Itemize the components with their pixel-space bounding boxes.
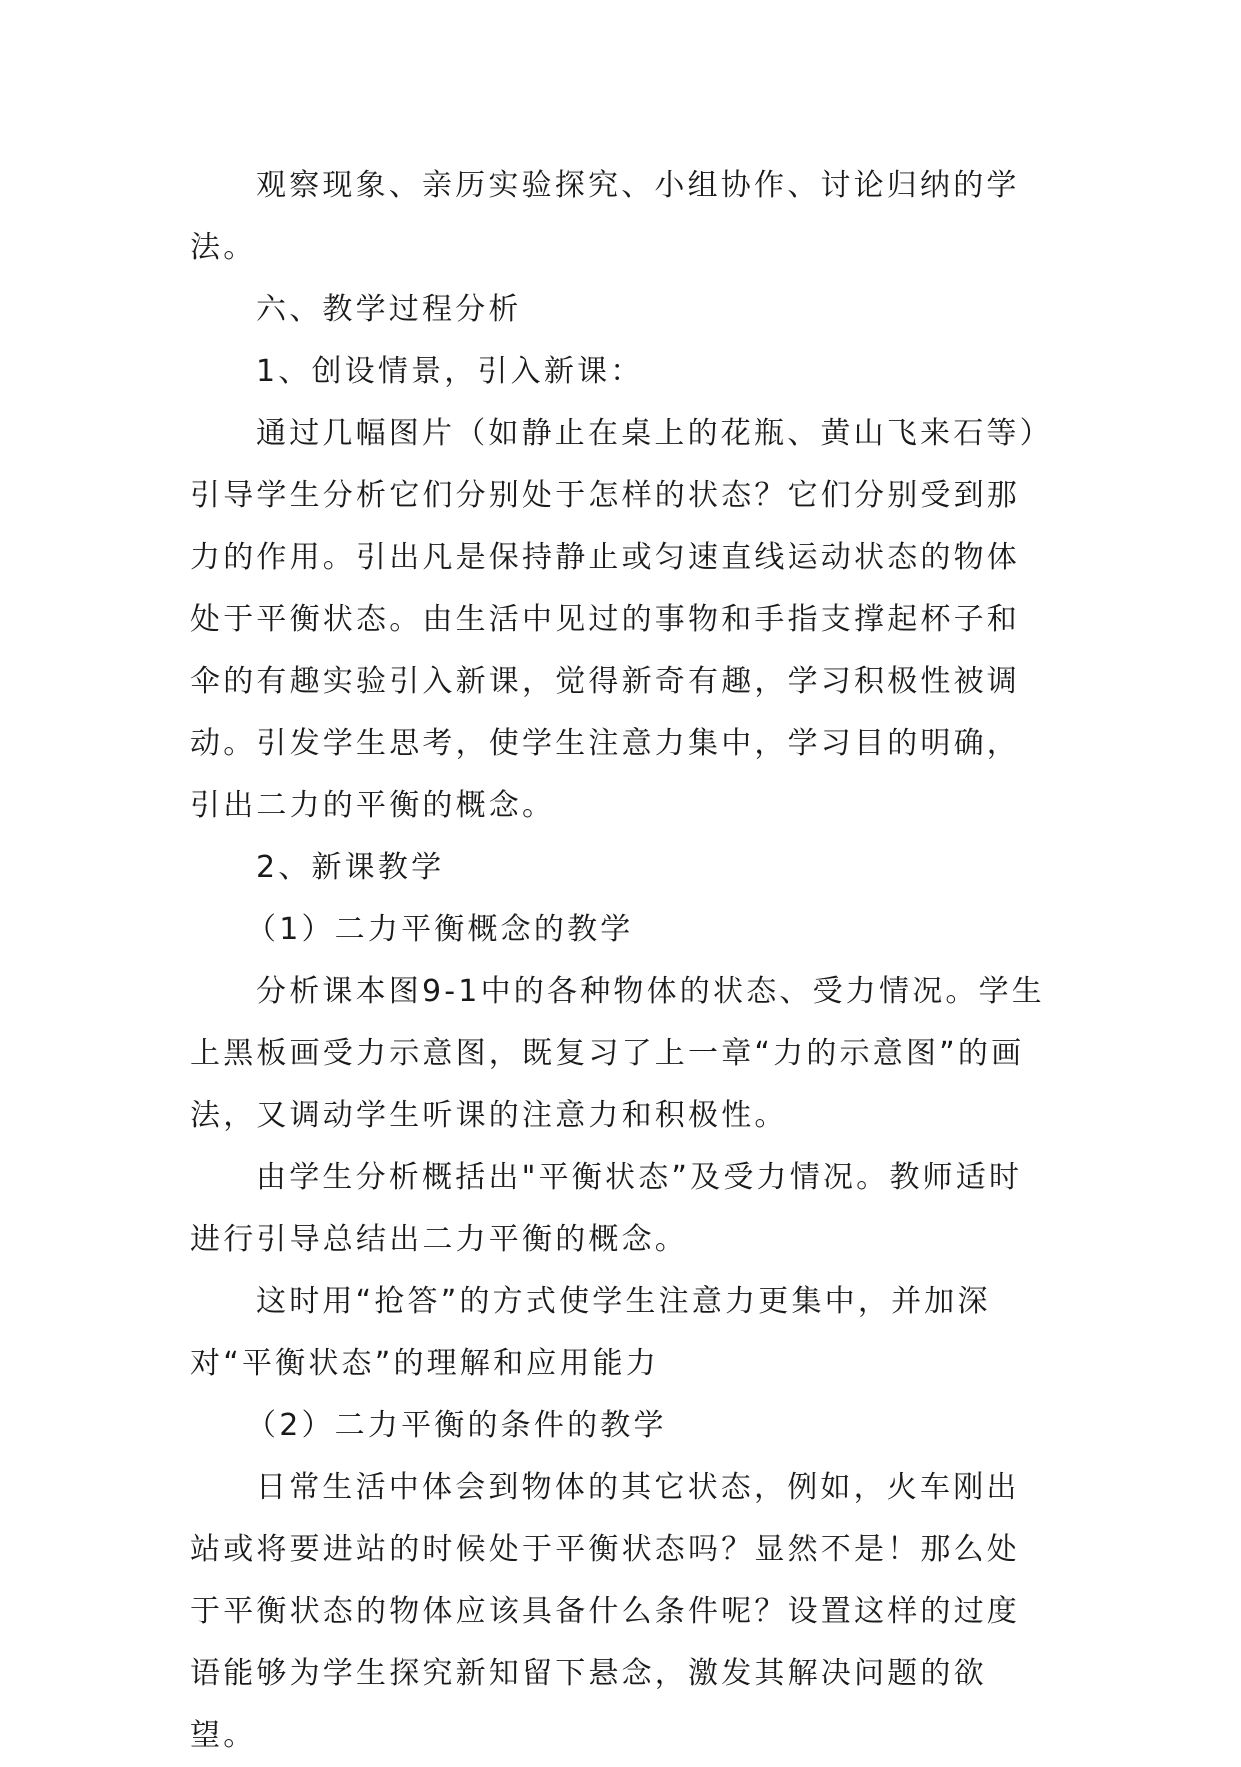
- subheading-balance-concept: （1）二力平衡概念的教学: [246, 912, 634, 947]
- subheading-balance-condition: （2）二力平衡的条件的教学: [246, 1408, 667, 1443]
- subheading-create-scenario: 1、创设情景，引入新课：: [256, 354, 644, 389]
- document-body: [190, 155, 1050, 1767]
- subheading-new-lesson: 2、新课教学: [256, 850, 445, 885]
- paragraph-daily-life: 日常生活中体会到物体的其它状态，例如，火车刚出站或将要进站的时候处于平衡状态吗？显然不是！那么处于平衡状态的物体应该具备什么条件呢？设置这样的过度语能够为学生探究新知留下悬念，激发其解决问题的欲望。: [190, 1470, 1020, 1753]
- paragraph-learning-methods: 观察现象、亲历实验探究、小组协作、讨论归纳的学法。: [190, 168, 1020, 265]
- paragraph-introduction: 通过几幅图片（如静止在桌上的花瓶、黄山飞来石等）引导学生分析它们分别处于怎样的状态？它们分别受到那力的作用。引出凡是保持静止或匀速直线运动状态的物体处于平衡状态。由生活中见过的事物和手指支撑起杯子和伞的有趣实验引入新课，觉得新奇有趣，学习积极性被调动。引发学生思考，使学生注意力集中，学习目的明确，引出二力的平衡的概念。: [190, 416, 1038, 823]
- paragraph-quick-answer: 这时用“抢答”的方式使学生注意力更集中，并加深对“平衡状态”的理解和应用能力: [190, 1284, 991, 1381]
- paragraph-analysis: 分析课本图9-1中的各种物体的状态、受力情况。学生上黑板画受力示意图，既复习了上一章“力的示意图”的画法，又调动学生听课的注意力和积极性。: [190, 974, 1045, 1133]
- paragraph-summary: 由学生分析概括出"平衡状态”及受力情况。教师适时进行引导总结出二力平衡的概念。: [190, 1160, 1023, 1257]
- heading-teaching-process: 六、教学过程分析: [256, 292, 522, 327]
